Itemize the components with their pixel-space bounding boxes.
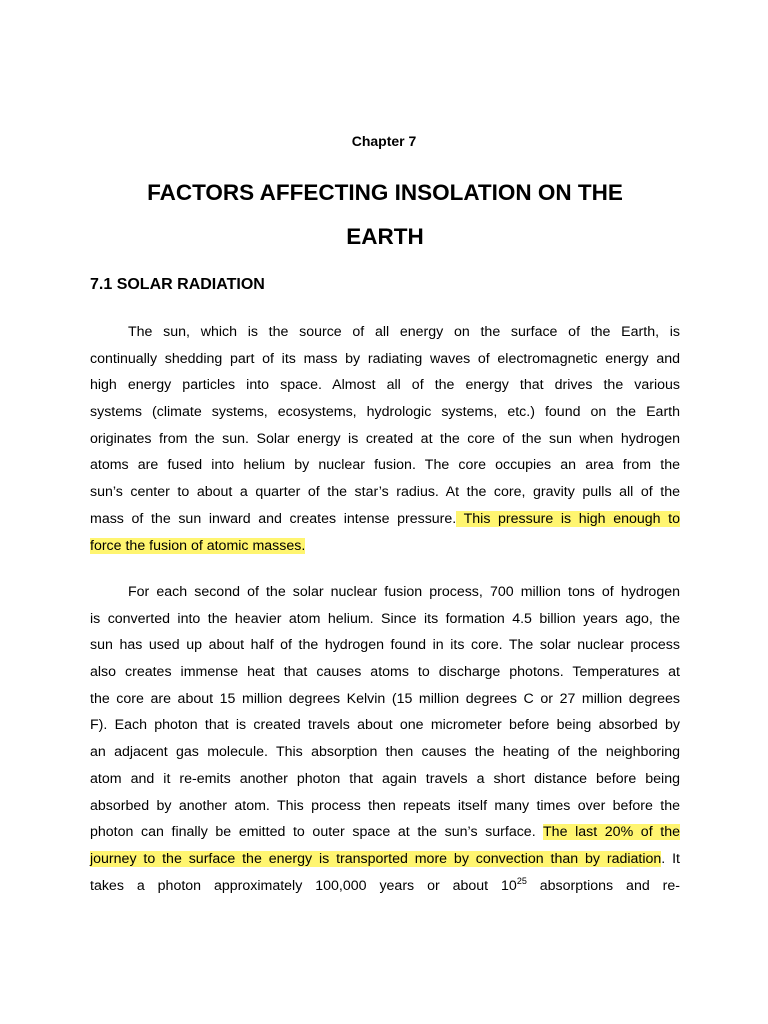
highlighted-text: force the fusion of atomic masses.: [90, 537, 306, 554]
chapter-title-line-1: FACTORS AFFECTING INSOLATION ON THE: [147, 180, 623, 205]
text-run: takes a photon approximately 100,000 years or about 10: [90, 877, 517, 894]
paragraph-line: [90, 506, 680, 533]
paragraph-line: also creates immense heat that causes atoms to discharge photons. Temperatures at: [90, 664, 680, 681]
paragraph-line: The sun, which is the source of all energy on the surface of the Earth, is: [128, 324, 680, 340]
paragraph-line: the core are about 15 million degrees Kelvin (15 million degrees C or 27 million degrees: [90, 690, 680, 707]
chapter-title: [90, 171, 680, 259]
text-run: absorptions and re-: [526, 877, 680, 894]
section-heading: 7.1 SOLAR RADIATION: [90, 276, 265, 293]
paragraph-line: continually shedding part of its mass by radiating waves of electromagnetic energy and: [90, 350, 680, 367]
paragraph-1: [90, 319, 680, 559]
chapter-label: Chapter 7: [351, 133, 417, 149]
chapter-title-line-2: EARTH: [346, 224, 424, 249]
text-run: . It: [661, 850, 680, 867]
highlighted-text: journey to the surface the energy is transported more by convection than by radiation: [90, 850, 662, 867]
paragraph-line: [90, 819, 680, 846]
paragraph-line: F). Each photon that is created travels about one micrometer before being absorbed by: [90, 717, 680, 734]
paragraph-line: atom and it re-emits another photon that again travels a short distance before being: [90, 770, 680, 787]
paragraph-line: sun’s center to about a quarter of the star’s radius. At the core, gravity pulls all of the: [90, 484, 680, 501]
paragraph-line: [90, 846, 680, 873]
paragraph-line: atoms are fused into helium by nuclear fusion. The core occupies an area from the: [90, 457, 680, 474]
paragraph-line: originates from the sun. Solar energy is created at the core of the sun when hydrogen: [90, 430, 680, 447]
paragraph-2: [90, 579, 680, 899]
text-run: mass of the sun inward and creates intense pressure.: [90, 510, 457, 527]
paragraph-line: [90, 533, 680, 560]
paragraph-line: systems (climate systems, ecosystems, hydrologic systems, etc.) found on the Earth: [90, 404, 680, 421]
highlighted-text: The last 20% of the: [543, 824, 680, 841]
paragraph-line: an adjacent gas molecule. This absorption then causes the heating of the neighboring: [90, 744, 680, 761]
paragraph-line: [90, 873, 680, 900]
highlighted-text: This pressure is high enough to: [456, 510, 680, 527]
paragraph-line: high energy particles into space. Almost all of the energy that drives the various: [90, 377, 680, 394]
paragraph-line: is converted into the heavier atom helium. Since its formation 4.5 billion years ago, the: [90, 610, 680, 627]
superscript-exponent: 25: [516, 875, 527, 886]
paragraph-line: sun has used up about half of the hydrogen found in its core. The solar nuclear process: [90, 637, 680, 654]
text-run: photon can finally be emitted to outer space at the sun’s surface.: [90, 824, 544, 841]
paragraph-line: For each second of the solar nuclear fusion process, 700 million tons of hydrogen: [128, 584, 680, 600]
paragraph-line: absorbed by another atom. This process then repeats itself many times over before the: [90, 797, 680, 814]
